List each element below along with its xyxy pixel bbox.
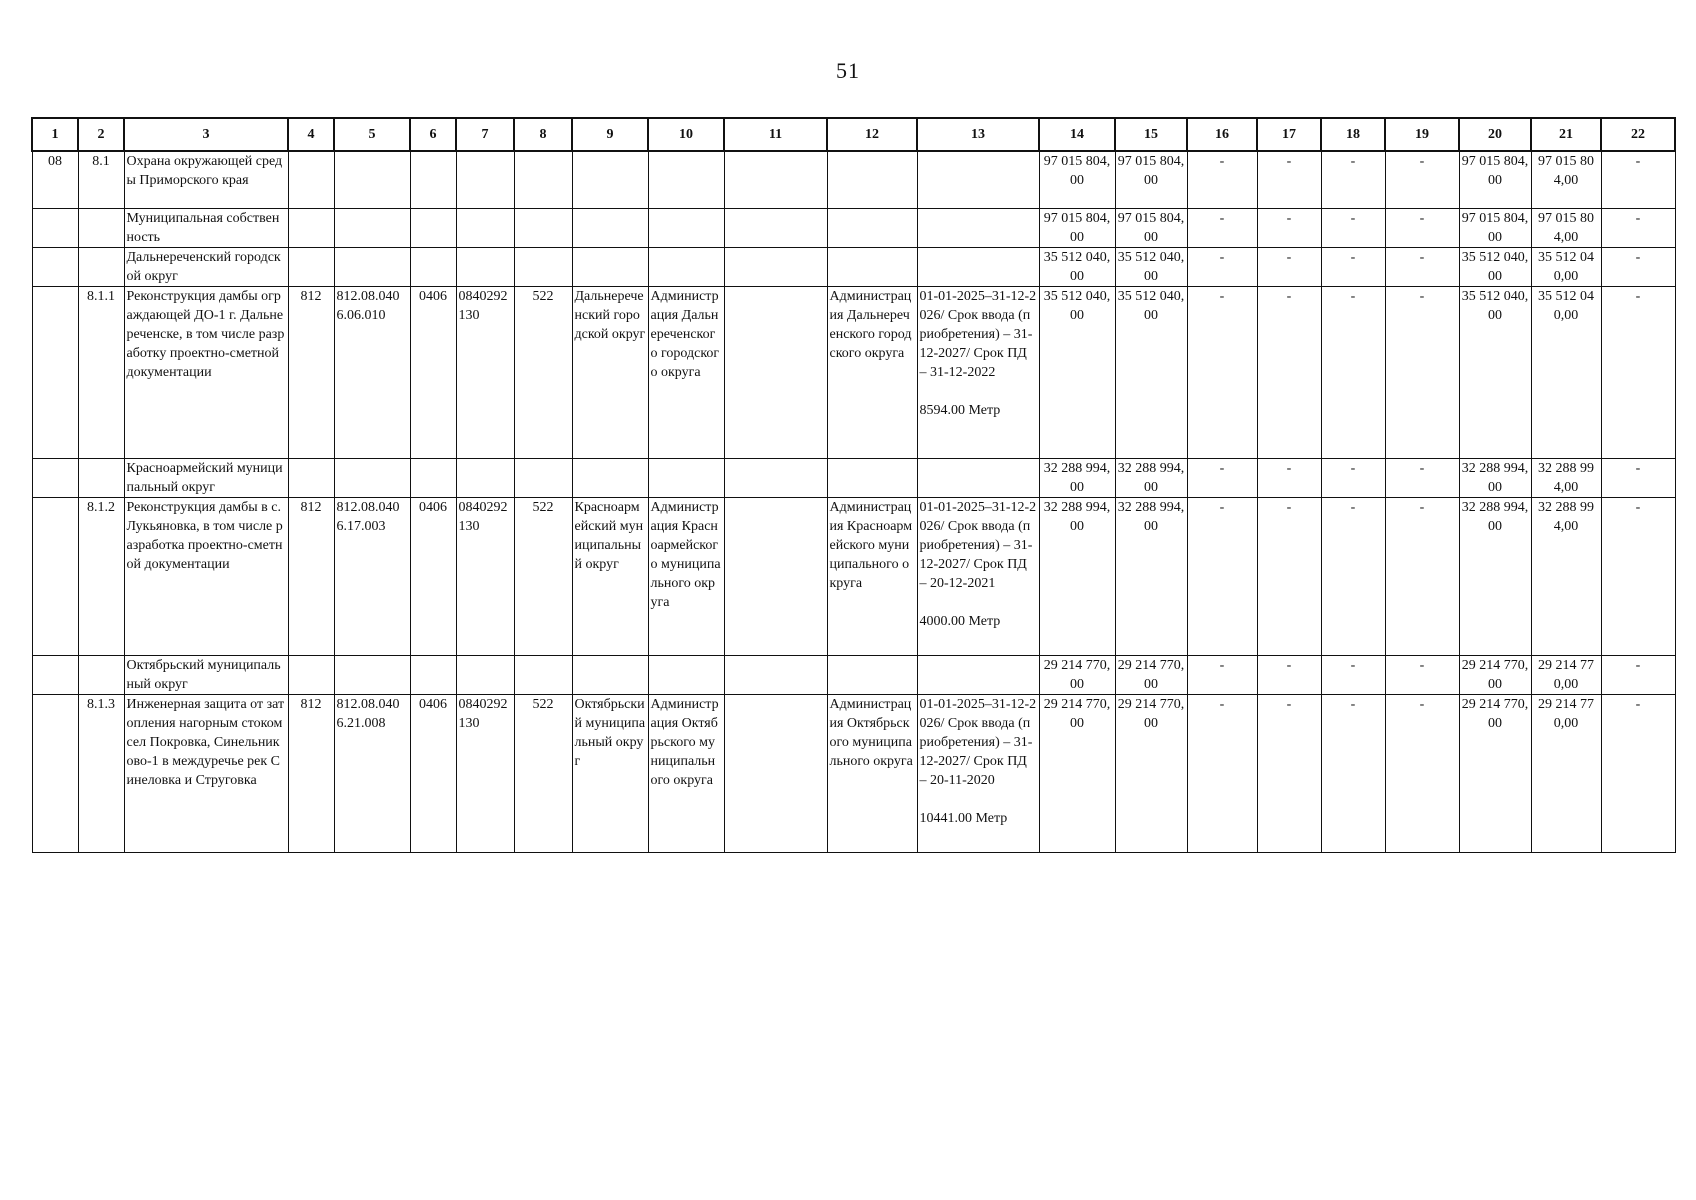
name-cell: Реконструкция дамбы ограждающей ДО-1 г. Дальнереченске, в том числе разработку проектно-сметной документации	[124, 287, 288, 459]
group-row	[32, 459, 1675, 498]
cell-col-12: Администрация Дальнереченского городского округа	[827, 287, 917, 459]
dash-cell: -	[1385, 656, 1459, 695]
cell-col-13	[917, 498, 1039, 656]
amount-cell: 29 214 770,00	[1459, 695, 1531, 853]
cell-col-6	[410, 248, 456, 287]
cell-col-9: Октябрьский муниципальный округ	[572, 695, 648, 853]
cell-col-13	[917, 695, 1039, 853]
name-cell: Красноармейский муниципальный округ	[124, 459, 288, 498]
cell-col-6: 0406	[410, 287, 456, 459]
cell-col-5	[334, 459, 410, 498]
column-header-16: 16	[1187, 118, 1257, 151]
cell-col-6	[410, 656, 456, 695]
amount-cell: 29 214 770,00	[1039, 656, 1115, 695]
amount-cell: 32 288 994,00	[1531, 498, 1601, 656]
cell-col-10	[648, 151, 724, 209]
cell-col-8	[514, 151, 572, 209]
cell-col-7: 0840292130	[456, 695, 514, 853]
amount-cell: 35 512 040,00	[1459, 287, 1531, 459]
dash-cell: -	[1257, 695, 1321, 853]
amount-cell: 29 214 770,00	[1039, 695, 1115, 853]
dash-cell: -	[1385, 248, 1459, 287]
dash-cell: -	[1321, 209, 1385, 248]
name-cell: Муниципальная собственность	[124, 209, 288, 248]
cell-col-4	[288, 248, 334, 287]
amount-cell: 97 015 804,00	[1039, 151, 1115, 209]
capacity-text: 10441.00 Метр	[919, 811, 1008, 826]
cell-col-2: 8.1.3	[78, 695, 124, 853]
period-text: 01-01-2025–31-12-2026/ Срок ввода (приобретения) – 31-12-2027/ Срок ПД – 31-12-2022	[919, 289, 1037, 380]
amount-cell: 32 288 994,00	[1115, 459, 1187, 498]
cell-col-9	[572, 459, 648, 498]
dash-cell: -	[1385, 695, 1459, 853]
amount-cell: 32 288 994,00	[1039, 459, 1115, 498]
amount-cell: 29 214 770,00	[1459, 656, 1531, 695]
cell-col-10	[648, 656, 724, 695]
cell-col-7	[456, 151, 514, 209]
cell-col-5: 812.08.0406.17.003	[334, 498, 410, 656]
amount-cell: 35 512 040,00	[1115, 248, 1187, 287]
dash-cell: -	[1187, 151, 1257, 209]
cell-col-5: 812.08.0406.06.010	[334, 287, 410, 459]
cell-col-10	[648, 209, 724, 248]
cell-col-9	[572, 151, 648, 209]
name-cell: Инженерная защита от затопления нагорным стоком сел Покровка, Синельниково-1 в междуречье рек Синеловка и Струговка	[124, 695, 288, 853]
cell-col-1	[32, 656, 78, 695]
dash-cell: -	[1601, 248, 1675, 287]
column-header-22: 22	[1601, 118, 1675, 151]
column-header-5: 5	[334, 118, 410, 151]
cell-col-1	[32, 287, 78, 459]
cell-col-5	[334, 656, 410, 695]
amount-cell: 97 015 804,00	[1459, 151, 1531, 209]
dash-cell: -	[1321, 248, 1385, 287]
dash-cell: -	[1257, 151, 1321, 209]
dash-cell: -	[1257, 498, 1321, 656]
cell-col-6	[410, 209, 456, 248]
cell-col-9	[572, 209, 648, 248]
cell-col-10: Администрация Октябрьского муниципального округа	[648, 695, 724, 853]
column-header-15: 15	[1115, 118, 1187, 151]
dash-cell: -	[1187, 498, 1257, 656]
cell-col-8	[514, 656, 572, 695]
dash-cell: -	[1321, 656, 1385, 695]
dash-cell: -	[1321, 498, 1385, 656]
cell-col-2	[78, 459, 124, 498]
amount-cell: 35 512 040,00	[1115, 287, 1187, 459]
cell-col-4	[288, 656, 334, 695]
cell-col-11	[724, 459, 827, 498]
cell-col-4: 812	[288, 287, 334, 459]
amount-cell: 97 015 804,00	[1115, 209, 1187, 248]
dash-cell: -	[1257, 656, 1321, 695]
dash-cell: -	[1601, 151, 1675, 209]
cell-col-1	[32, 695, 78, 853]
cell-col-12: Администрация Октябрьского муниципального округа	[827, 695, 917, 853]
dash-cell: -	[1385, 209, 1459, 248]
cell-col-8: 522	[514, 498, 572, 656]
cell-col-1	[32, 248, 78, 287]
period-text: 01-01-2025–31-12-2026/ Срок ввода (приобретения) – 31-12-2027/ Срок ПД – 20-11-2020	[919, 697, 1037, 788]
dash-cell: -	[1601, 656, 1675, 695]
cell-col-2: 8.1.1	[78, 287, 124, 459]
column-header-2: 2	[78, 118, 124, 151]
amount-cell: 32 288 994,00	[1459, 459, 1531, 498]
dash-cell: -	[1187, 248, 1257, 287]
cell-col-6	[410, 151, 456, 209]
cell-col-12	[827, 656, 917, 695]
cell-col-12	[827, 209, 917, 248]
cell-col-11	[724, 209, 827, 248]
column-header-21: 21	[1531, 118, 1601, 151]
name-cell: Октябрьский муниципальный округ	[124, 656, 288, 695]
dash-cell: -	[1187, 656, 1257, 695]
dash-cell: -	[1257, 287, 1321, 459]
object-row	[32, 695, 1675, 853]
dash-cell: -	[1321, 151, 1385, 209]
dash-cell: -	[1257, 459, 1321, 498]
cell-col-11	[724, 248, 827, 287]
amount-cell: 35 512 040,00	[1039, 248, 1115, 287]
cell-col-2	[78, 209, 124, 248]
cell-col-13	[917, 656, 1039, 695]
capacity-text: 4000.00 Метр	[919, 614, 1001, 629]
header-row	[32, 118, 1675, 151]
column-header-12: 12	[827, 118, 917, 151]
cell-col-8: 522	[514, 287, 572, 459]
cell-col-7: 0840292130	[456, 287, 514, 459]
cell-col-13	[917, 209, 1039, 248]
cell-col-11	[724, 656, 827, 695]
cell-col-8: 522	[514, 695, 572, 853]
cell-col-6	[410, 459, 456, 498]
amount-cell: 97 015 804,00	[1039, 209, 1115, 248]
column-header-18: 18	[1321, 118, 1385, 151]
cell-col-12: Администрация Красноармейского муниципального округа	[827, 498, 917, 656]
cell-col-5: 812.08.0406.21.008	[334, 695, 410, 853]
amount-cell: 97 015 804,00	[1531, 151, 1601, 209]
cell-col-7	[456, 459, 514, 498]
cell-col-9	[572, 656, 648, 695]
column-header-13: 13	[917, 118, 1039, 151]
amount-cell: 97 015 804,00	[1531, 209, 1601, 248]
dash-cell: -	[1187, 459, 1257, 498]
cell-col-9: Красноармейский муниципальный округ	[572, 498, 648, 656]
dash-cell: -	[1601, 287, 1675, 459]
cell-col-9	[572, 248, 648, 287]
amount-cell: 35 512 040,00	[1531, 287, 1601, 459]
cell-col-2	[78, 656, 124, 695]
dash-cell: -	[1601, 498, 1675, 656]
cell-col-12	[827, 459, 917, 498]
cell-col-2: 8.1	[78, 151, 124, 209]
budget-table	[31, 117, 1676, 853]
cell-col-4	[288, 209, 334, 248]
cell-col-10: Администрация Красноармейского муниципального округа	[648, 498, 724, 656]
table-body	[32, 151, 1675, 853]
cell-col-4	[288, 459, 334, 498]
dash-cell: -	[1601, 459, 1675, 498]
cell-col-2	[78, 248, 124, 287]
amount-cell: 32 288 994,00	[1039, 498, 1115, 656]
amount-cell: 97 015 804,00	[1459, 209, 1531, 248]
cell-col-1: 08	[32, 151, 78, 209]
capacity-text: 8594.00 Метр	[919, 403, 1001, 418]
column-header-7: 7	[456, 118, 514, 151]
dash-cell: -	[1385, 287, 1459, 459]
object-row	[32, 498, 1675, 656]
cell-col-4: 812	[288, 498, 334, 656]
cell-col-11	[724, 287, 827, 459]
cell-col-5	[334, 248, 410, 287]
cell-col-4	[288, 151, 334, 209]
column-header-1: 1	[32, 118, 78, 151]
amount-cell: 35 512 040,00	[1039, 287, 1115, 459]
column-header-19: 19	[1385, 118, 1459, 151]
dash-cell: -	[1187, 209, 1257, 248]
group-row	[32, 248, 1675, 287]
amount-cell: 32 288 994,00	[1115, 498, 1187, 656]
cell-col-7	[456, 248, 514, 287]
column-header-3: 3	[124, 118, 288, 151]
name-cell: Охрана окружающей среды Приморского края	[124, 151, 288, 209]
dash-cell: -	[1321, 695, 1385, 853]
dash-cell: -	[1321, 459, 1385, 498]
column-header-4: 4	[288, 118, 334, 151]
cell-col-7: 0840292130	[456, 498, 514, 656]
cell-col-1	[32, 459, 78, 498]
column-header-14: 14	[1039, 118, 1115, 151]
cell-col-6: 0406	[410, 498, 456, 656]
cell-col-11	[724, 695, 827, 853]
cell-col-13	[917, 459, 1039, 498]
cell-col-11	[724, 151, 827, 209]
amount-cell: 97 015 804,00	[1115, 151, 1187, 209]
period-text: 01-01-2025–31-12-2026/ Срок ввода (приобретения) – 31-12-2027/ Срок ПД – 20-12-2021	[919, 500, 1037, 591]
cell-col-1	[32, 498, 78, 656]
cell-col-8	[514, 209, 572, 248]
cell-col-8	[514, 248, 572, 287]
dash-cell: -	[1257, 209, 1321, 248]
cell-col-4: 812	[288, 695, 334, 853]
amount-cell: 35 512 040,00	[1459, 248, 1531, 287]
column-header-10: 10	[648, 118, 724, 151]
dash-cell: -	[1187, 695, 1257, 853]
cell-col-6: 0406	[410, 695, 456, 853]
dash-cell: -	[1601, 209, 1675, 248]
amount-cell: 29 214 770,00	[1531, 656, 1601, 695]
dash-cell: -	[1385, 459, 1459, 498]
column-header-20: 20	[1459, 118, 1531, 151]
amount-cell: 35 512 040,00	[1531, 248, 1601, 287]
amount-cell: 29 214 770,00	[1115, 656, 1187, 695]
object-row	[32, 287, 1675, 459]
cell-col-10: Администрация Дальнереченского городского округа	[648, 287, 724, 459]
cell-col-10	[648, 248, 724, 287]
dash-cell: -	[1187, 287, 1257, 459]
group-row	[32, 656, 1675, 695]
cell-col-5	[334, 209, 410, 248]
cell-col-8	[514, 459, 572, 498]
column-header-9: 9	[572, 118, 648, 151]
cell-col-5	[334, 151, 410, 209]
cell-col-7	[456, 656, 514, 695]
cell-col-2: 8.1.2	[78, 498, 124, 656]
cell-col-1	[32, 209, 78, 248]
name-cell: Дальнереченский городской округ	[124, 248, 288, 287]
dash-cell: -	[1385, 151, 1459, 209]
column-header-6: 6	[410, 118, 456, 151]
cell-col-13	[917, 287, 1039, 459]
dash-cell: -	[1601, 695, 1675, 853]
cell-col-10	[648, 459, 724, 498]
cell-col-13	[917, 151, 1039, 209]
name-cell: Реконструкция дамбы в с. Лукьяновка, в том числе разработка проектно-сметной документации	[124, 498, 288, 656]
column-header-11: 11	[724, 118, 827, 151]
amount-cell: 32 288 994,00	[1459, 498, 1531, 656]
cell-col-9: Дальнереченский городской округ	[572, 287, 648, 459]
amount-cell: 29 214 770,00	[1115, 695, 1187, 853]
column-header-8: 8	[514, 118, 572, 151]
dash-cell: -	[1321, 287, 1385, 459]
page-number: 51	[836, 58, 860, 83]
cell-col-13	[917, 248, 1039, 287]
amount-cell: 29 214 770,00	[1531, 695, 1601, 853]
amount-cell: 32 288 994,00	[1531, 459, 1601, 498]
dash-cell: -	[1257, 248, 1321, 287]
cell-col-12	[827, 151, 917, 209]
group-row	[32, 209, 1675, 248]
cell-col-11	[724, 498, 827, 656]
column-header-17: 17	[1257, 118, 1321, 151]
group-row	[32, 151, 1675, 209]
cell-col-12	[827, 248, 917, 287]
dash-cell: -	[1385, 498, 1459, 656]
cell-col-7	[456, 209, 514, 248]
